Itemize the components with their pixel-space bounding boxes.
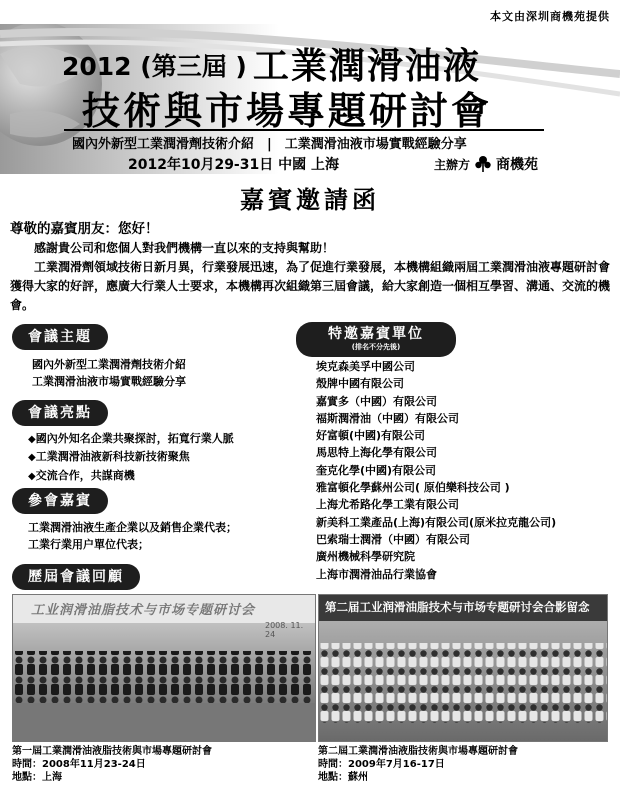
title-line2: 技術與市場專題研討會: [82, 89, 493, 133]
photo-datestamp: 2008. 11. 24: [265, 621, 304, 639]
group-photo-image: [319, 595, 607, 741]
caption-place: 地點：上海: [12, 772, 62, 783]
section-guests-title: [296, 322, 456, 357]
year-prefix: 2012 (第三屆 ): [62, 52, 247, 81]
list-item: ◆ 國內外知名企業共聚探討，拓寬行業人脈: [28, 430, 234, 448]
company-item: 上海市潤滑油品行業協會: [316, 567, 437, 581]
caption-time: 時間：2008年11月23-24日: [12, 759, 146, 770]
intro-paragraph-2: 工業潤滑劑領域技術日新月異，行業發展迅速，為了促進行業發展，本機構組織兩屆工業潤滑油液專題研討會獲得大家的好評，應廣大行業人士要求，本機構再次組織第三屆會議，給大家創造一個相互學習、溝通、交流的機會。: [10, 260, 611, 312]
list-item: ◆ 交流合作，共謀商機: [28, 467, 234, 485]
caption-time: 時間：2009年7月16-17日: [318, 759, 445, 770]
company-item: 福斯潤滑油（中國）有限公司: [316, 411, 459, 425]
section-theme-title: 會議主題: [12, 324, 108, 350]
list-item: 工業潤滑油液市場實戰經驗分享: [32, 375, 186, 389]
section-review-title: 歷屆會議回顧: [12, 564, 140, 590]
company-item: 好富頓(中國)有限公司: [316, 429, 426, 443]
attendees-list: [28, 519, 237, 554]
theme-list: [32, 356, 186, 391]
photo-banner-text: 第二届工业润滑油脂技术与市场专题研讨会合影留念: [325, 600, 590, 614]
flower-logo-icon: [474, 155, 492, 173]
company-item: 巴索瑞士潤滑（中國）有限公司: [316, 532, 470, 546]
title-line1: 工業潤滑油液: [252, 46, 481, 87]
list-item: ◆ 工業潤滑油液新科技新技術聚焦: [28, 448, 234, 466]
photo-caption-2009: [318, 745, 518, 784]
company-item: 埃克森美孚中國公司: [316, 360, 415, 373]
date-location: 2012年10月29-31日 中國 上海: [128, 157, 339, 173]
photo-banner-text: 工业润滑油脂技术与市场专题研讨会: [31, 603, 256, 618]
caption-title: 第二屆工業潤滑油液脂技術與市場專題研討會: [318, 746, 518, 757]
company-item: 殼牌中國有限公司: [316, 377, 404, 391]
company-item: 上海尤希路化學工業有限公司: [316, 498, 459, 512]
company-item: 奎克化學(中國)有限公司: [316, 463, 437, 477]
caption-title: 第一屆工業潤滑油液脂技術與市場專題研討會: [12, 746, 212, 757]
organizer-name: 商機苑: [496, 157, 539, 173]
group-photo-2009: [318, 594, 608, 742]
section-attendees-title: 參會嘉賓: [12, 488, 108, 514]
organizer: [434, 154, 538, 174]
provider-note: 本文由深圳商機苑提供: [490, 10, 610, 23]
company-item: 雅富頓化學蘇州公司( 原伯樂科技公司 ): [316, 481, 510, 495]
highlights-list: [28, 430, 234, 485]
photo-caption-2008: [12, 745, 212, 784]
organizer-label: 主辦方: [434, 157, 471, 172]
guests-note: (排名不分先後): [351, 343, 401, 351]
section-highlights-title: 會議亮點: [12, 400, 108, 426]
list-item: 國內外新型工業潤滑劑技術介紹: [32, 358, 186, 371]
guests-title: 特邀嘉賓單位: [328, 326, 424, 342]
company-item: 馬思特上海化學有限公司: [316, 446, 437, 460]
company-list: [316, 358, 556, 583]
company-item: 新美科工業產品(上海)有限公司(原米拉克龍公司): [316, 515, 557, 529]
subtitle: 國內外新型工業潤滑劑技術介紹 | 工業潤滑油液市場實戰經驗分享: [72, 137, 467, 152]
invitation-title: 嘉賓邀請函: [240, 185, 380, 214]
list-item: 工業行業用户單位代表；: [28, 538, 149, 552]
company-item: 廣州機械科學研究院: [316, 550, 415, 564]
intro-paragraph-1: 感謝貴公司和您個人對我們機構一直以來的支持與幫助！: [10, 241, 335, 255]
list-item: 工業潤滑油液生產企業以及銷售企業代表；: [28, 521, 237, 534]
greeting: 尊敬的嘉賓朋友：您好！: [10, 221, 159, 237]
group-photo-2008: [12, 594, 316, 742]
caption-place: 地點：蘇州: [318, 772, 368, 783]
company-item: 嘉實多（中國）有限公司: [316, 394, 437, 408]
